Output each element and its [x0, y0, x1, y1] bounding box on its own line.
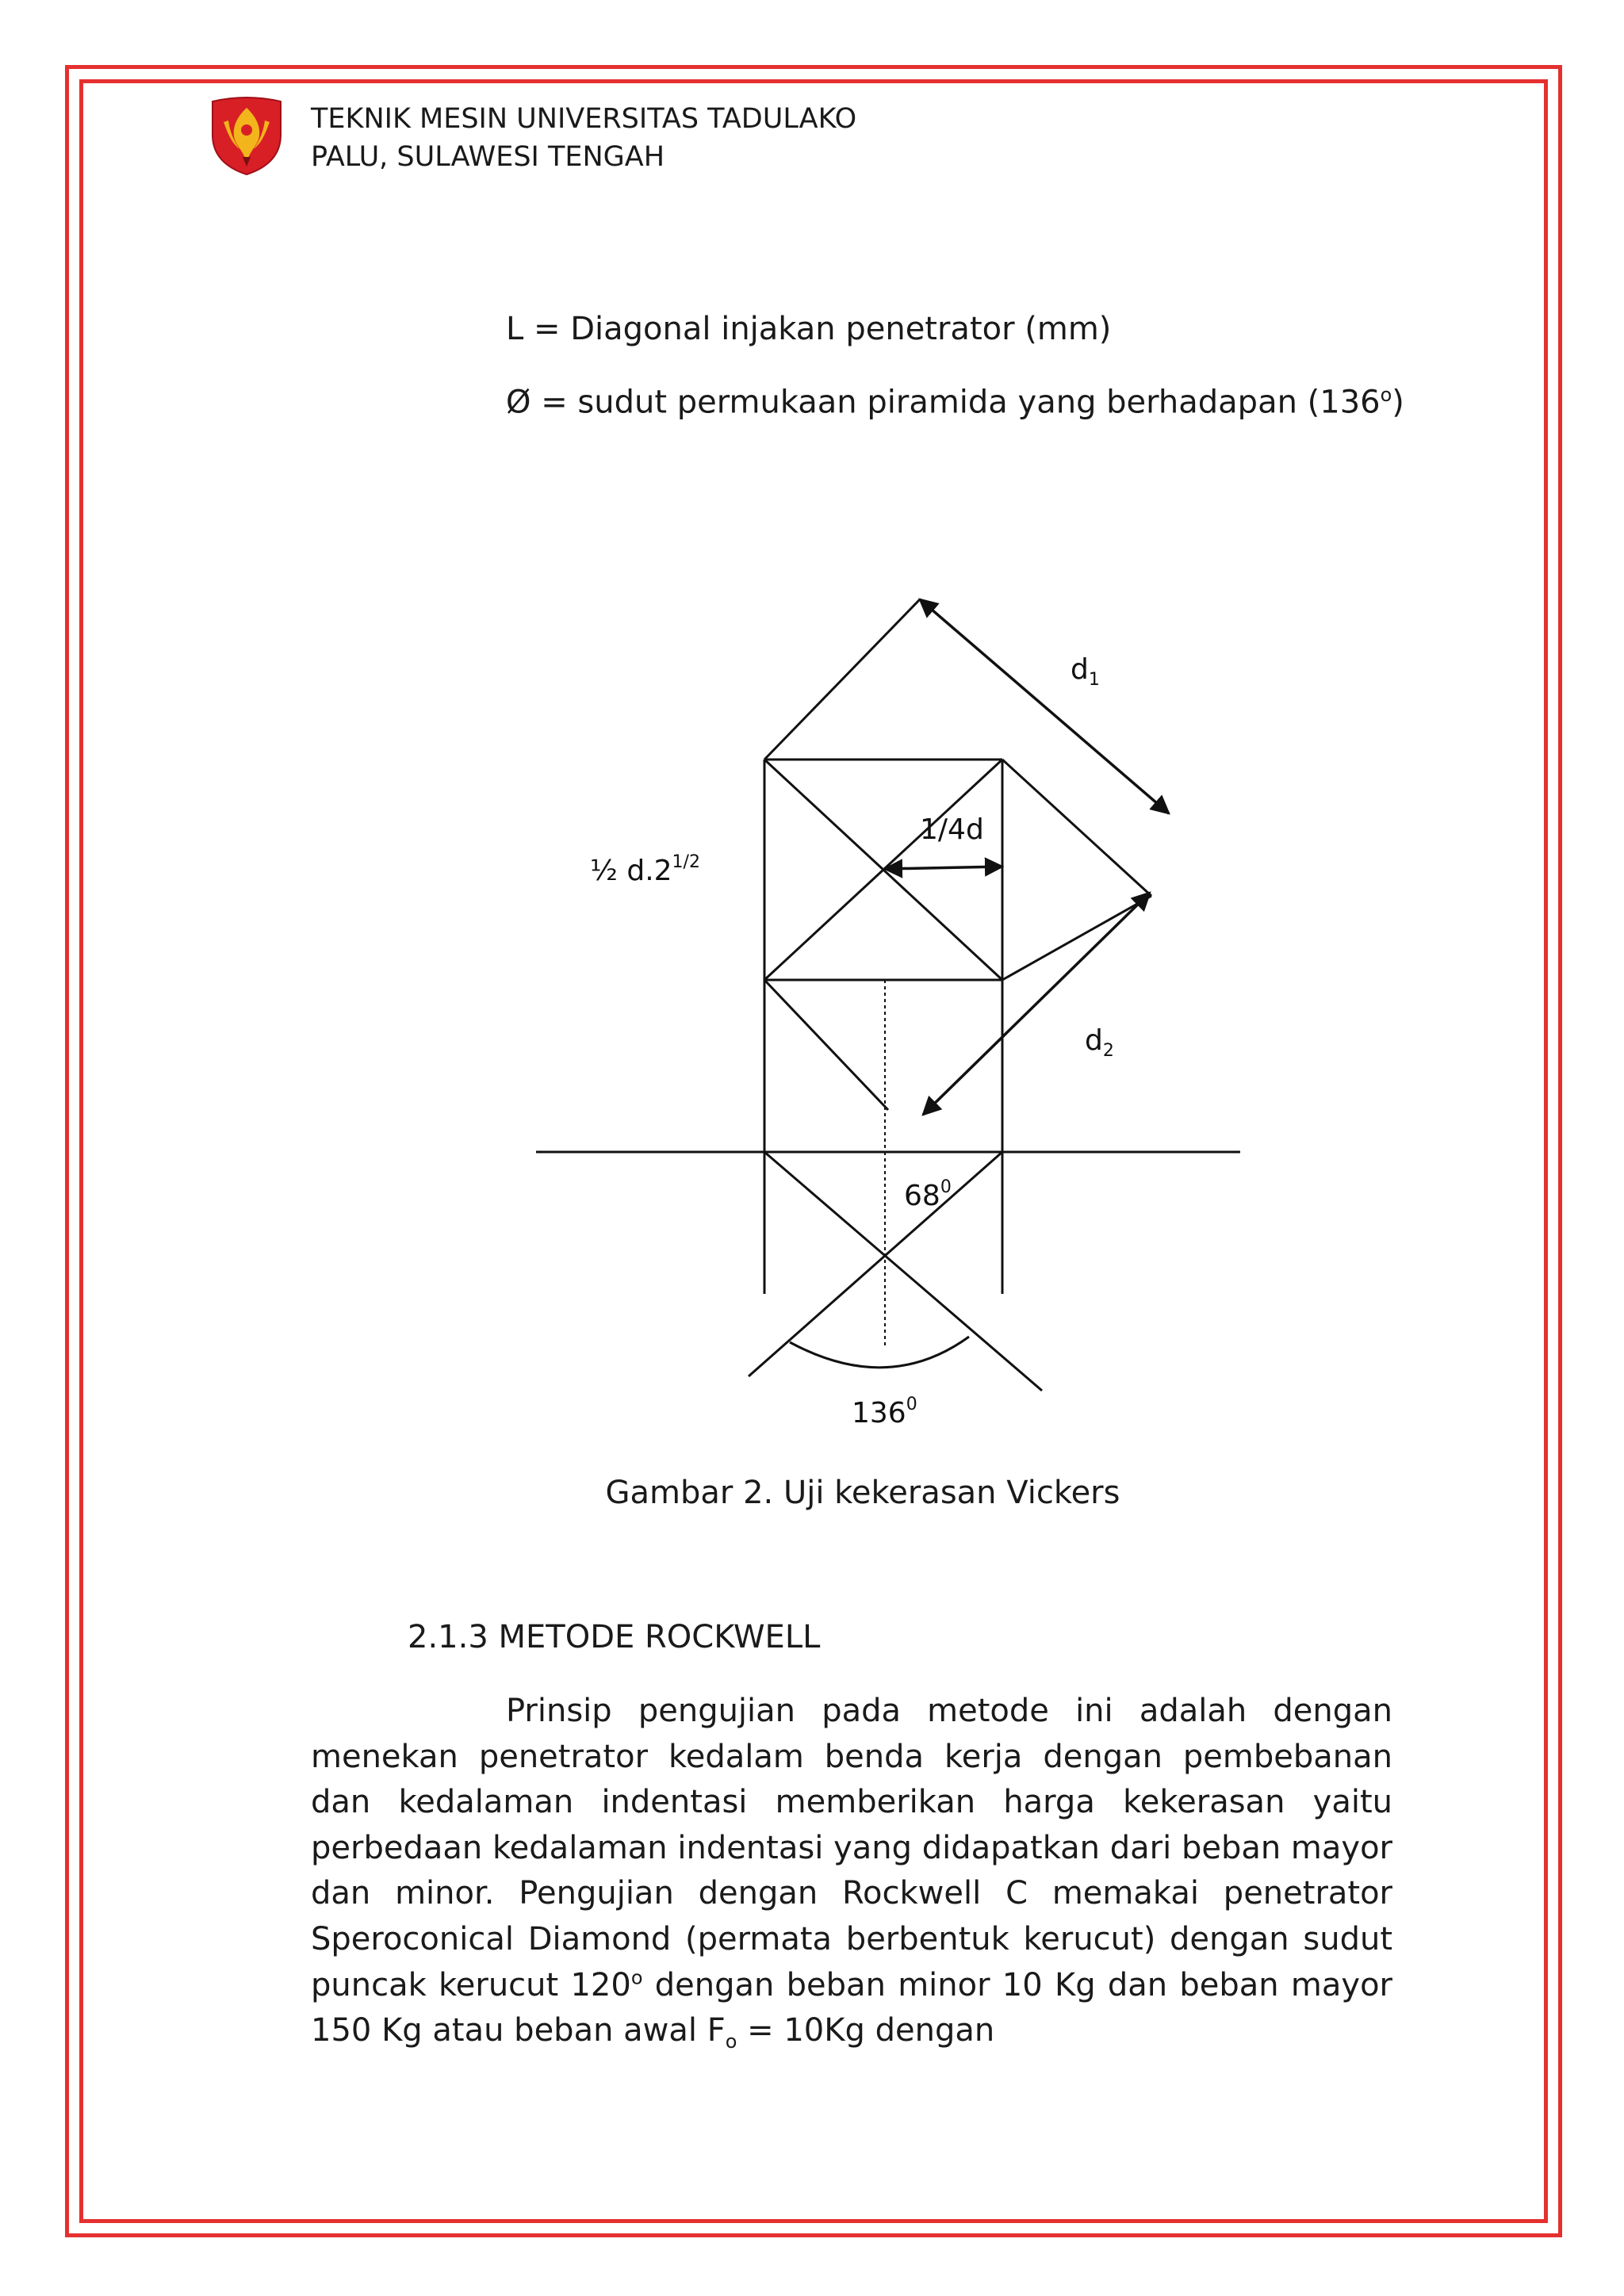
header-location: PALU, SULAWESI TENGAH: [311, 141, 665, 173]
university-logo-icon: [208, 94, 285, 176]
definition-phi-text: Ø = sudut permukaan piramida yang berhadapan (136: [506, 384, 1381, 421]
label-quarter-d: 1/4d: [920, 813, 984, 846]
paragraph-degree: o: [630, 1966, 643, 1989]
header-institution: TEKNIK MESIN UNIVERSITAS TADULAKO: [311, 103, 857, 135]
label-d1: $d_1$: [1071, 653, 1100, 690]
cone-line-right: [749, 1152, 1002, 1376]
figure-caption: Gambar 2. Uji kekerasan Vickers: [605, 1475, 1120, 1511]
label-angle-136: $136^0$: [852, 1395, 917, 1429]
paragraph-text-2: dengan beban minor 10 Kg dan beban mayor 150 Kg atau beban awal F: [311, 1966, 1392, 2049]
arrow-quarter-d: [885, 867, 1002, 869]
face-edge-right-down: [1002, 896, 1151, 980]
label-angle-68: $68^0$: [904, 1177, 952, 1212]
paragraph-subscript: o: [725, 2030, 737, 2053]
arrow-d2: [923, 893, 1150, 1115]
paragraph-text-3: = 10Kg dengan: [737, 2012, 995, 2049]
label-half-diagonal: ½ $d.2^{1/2}$: [590, 852, 700, 887]
body-paragraph: [311, 1689, 1392, 2054]
definition-phi-close: ): [1392, 384, 1404, 421]
definition-phi-degree: o: [1380, 384, 1392, 406]
tip-line-top-left: [764, 599, 920, 760]
document-header: [311, 100, 856, 176]
lower-face-left: [764, 980, 888, 1110]
arrow-d1: [920, 599, 1169, 813]
definition-phi: [506, 384, 1404, 420]
vickers-diagram: [508, 579, 1253, 1435]
definition-l: L = Diagonal injakan penetrator (mm): [506, 311, 1112, 347]
paragraph-text-1: Prinsip pengujian pada metode ini adalah dengan menekan penetrator kedalam benda kerja dengan pembebanan dan kedalaman indentasi memberikan harga kekerasan yaitu perbedaan kedalaman indentasi yang didapatkan dari beban mayor dan minor. Pengujian dengan Rockwell C memakai penetrator Speroconical Diamond (permata berbentuk kerucut) dengan sudut puncak kerucut 120: [311, 1693, 1392, 2003]
cone-line-left: [764, 1152, 1042, 1391]
angle-arc-136: [790, 1337, 969, 1368]
section-heading: 2.1.3 METODE ROCKWELL: [408, 1619, 821, 1655]
label-d2: $d_2$: [1085, 1024, 1114, 1061]
